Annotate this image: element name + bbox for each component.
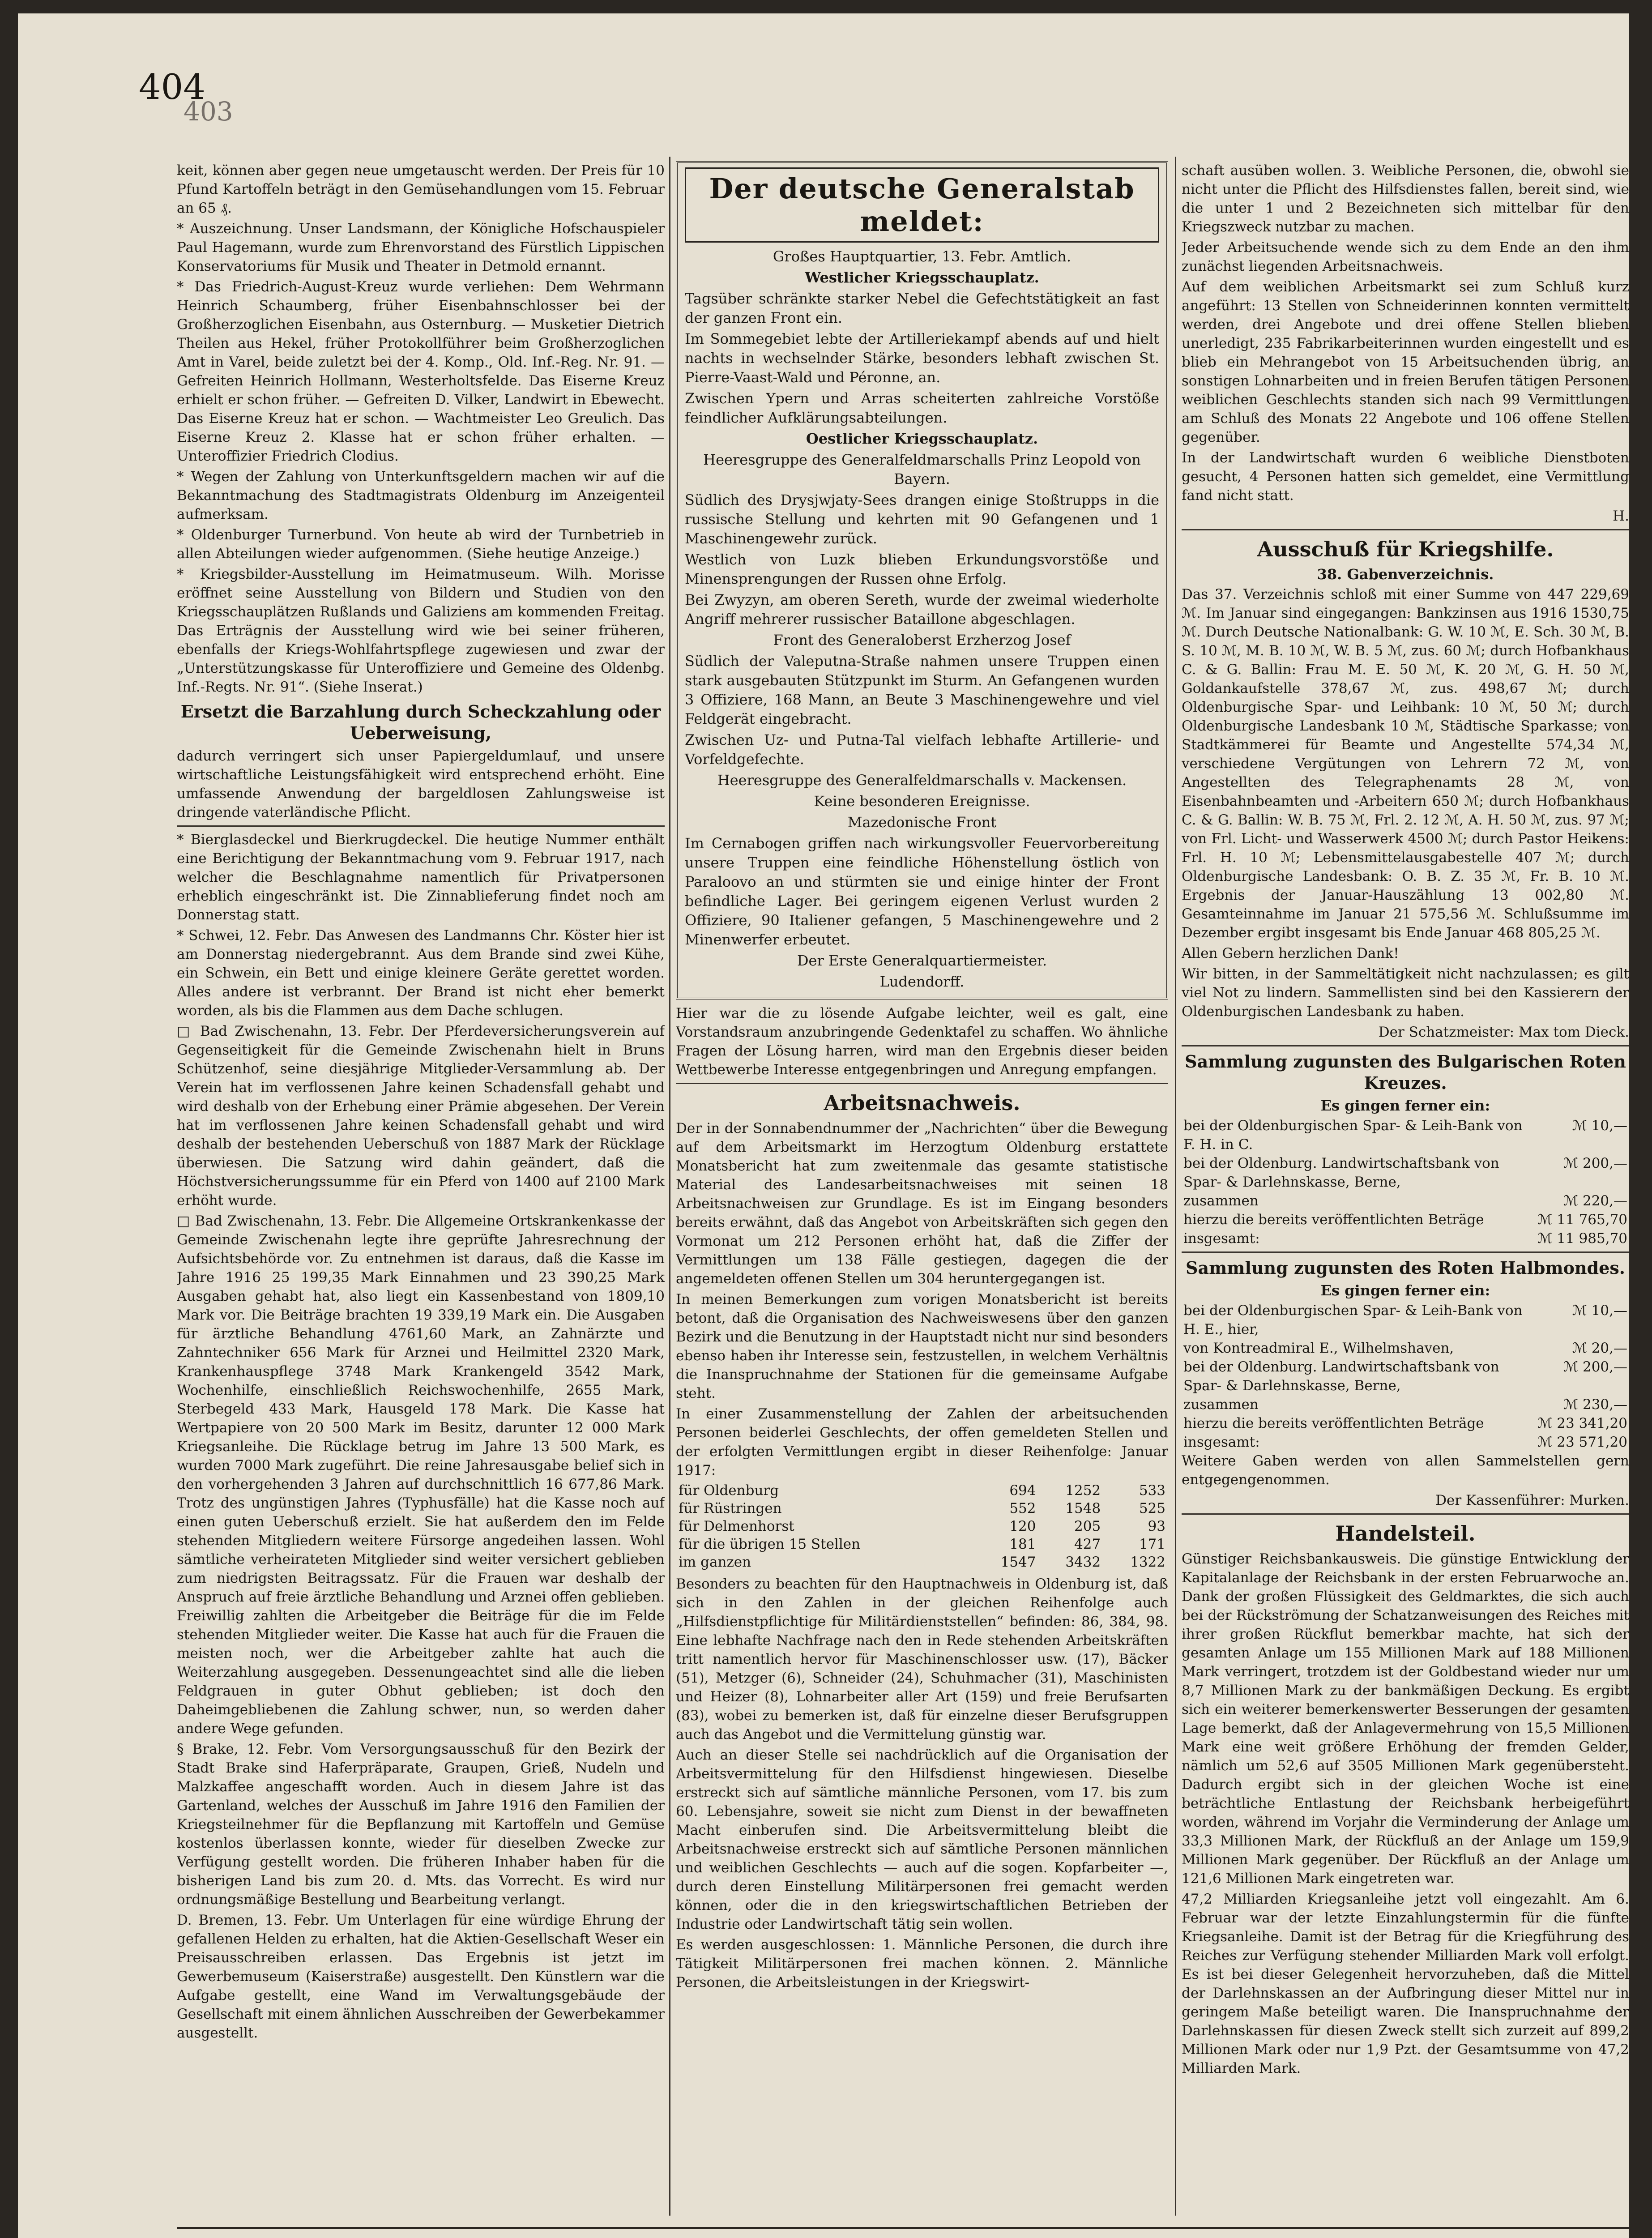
news-paragraph: * Das Friedrich-August-Kreuz wurde verliehen: Dem Wehrmann Heinrich Schaumberg, früher Eisenbahnschlosser bei der Großherzoglichen Eisenbahn, aus Osternburg. — Musketier Dietrich Theilen aus Hekel, früher Protokollführer beim Großherzoglichen Amt in Varel, beide zuletzt bei der 4. Komp., Old. Inf.-Reg. Nr. 91. — Gefreiten Heinrich Hollmann, Westerholtsfelde. Das Eiserne Kreuz erhielt er schon früher. — Gefreiten D. Vilker, Landwirt in Ebewecht. Das Eiserne Kreuz hat er schon. — Wachtmeister Leo Greulich. Das Eiserne Kreuz 2. Klasse hat er schon früher erhalten. — Unteroffizier Friedrich Clodius. xyxy=(177,279,665,464)
stat-label: für Rüstringen xyxy=(679,1500,782,1516)
war-aid-paragraph: Das 37. Verzeichnis schloß mit einer Summe von 447 229,69 ℳ. Im Januar sind eingegangen: Bankzinsen aus 1916 1530,75 ℳ. Durch Deutsche Nationalbank: G. W. 10 ℳ, E. Sch. 30 ℳ, B. S. 10 ℳ, M. B. 10 ℳ, W. B. 5 ℳ, zus. 60 ℳ; durch Hofbankhaus C. & G. Ballin: Frau M. E. 50 ℳ, K. 20 ℳ, G. H. 50 ℳ, Goldankaufstelle 378,67 ℳ, zus. 498,67 ℳ; durch Oldenburgische Spar- und Leihbank: 10 ℳ, 50 ℳ; durch Oldenburgische Landesbank 10 ℳ, Städtische Sparkasse; von Stadtkämmerei für Beamte und Angestellte 574,34 ℳ, verschiedene Vergütungen von Lehrern 72 ℳ, von Angestellten des Telegraphenamts 28 ℳ, von Eisenbahnbeamten und -Arbeitern 650 ℳ; durch Hofbankhaus C. & G. Ballin: W. B. 75 ℳ, Frl. 2. 12 ℳ, A. H. 50 ℳ, zus. 97 ℳ; von Frl. Licht- und Wasserwerk 4500 ℳ; durch Pastor Heikens: Frl. H. 10 ℳ; Lebensmittelausgabestelle 407 ℳ; durch Oldenburgische Landesbank: O. B. Z. 35 ℳ, Fr. B. 10 ℳ. Ergebnis der Januar-Hauszählung 13 002,80 ℳ. Gesamteinnahme im Januar 21 575,56 ℳ. Schlußsumme im Dezember ergibt insgesamt bis Ende Januar 468 805,25 ℳ. xyxy=(1182,586,1629,941)
red-crescent-title: Sammlung zugunsten des Roten Halbmondes. xyxy=(1186,1258,1625,1278)
labor-exchange-title: Arbeitsnachweis. xyxy=(824,1091,1020,1115)
labor-signature: H. xyxy=(1613,508,1629,524)
bulgarian-intro: Es gingen ferner ein: xyxy=(1320,1097,1490,1114)
news-paragraph: □ Bad Zwischenahn, 13. Febr. Die Allgemeine Ortskrankenkasse der Gemeinde Zwischenahn legte ihre geprüfte Jahresrechnung der Aufsichtsbehörde vor. Zu entnehmen ist daraus, daß die Kasse im Jahre 1916 25 199,35 Mark Einnahmen und 23 390,25 Mark Ausgaben gehabt hat, also liegt ein Kassenbestand von 1809,10 Mark vor. Die Beiträge brachten 19 339,19 Mark ein. Die Ausgaben für ärztliche Behandlung 4761,60 Mark, an Zahnärzte und Zahntechniker 656 Mark für Arznei und Heilmittel 2320 Mark, Krankenhauspflege 3748 Mark Krankengeld 3542 Mark, Wochenhilfe, einschließlich Reichswochenhilfe, 2655 Mark, Sterbegeld 433 Mark, Hausgeld 178 Mark. Die Kasse hat Wertpapiere von 20 500 Mark im Besitz, darunter 12 000 Mark Kriegsanleihe. Die Rücklage betrug im Jahre 13 500 Mark, es wurden 7000 Mark zugeführt. Die reine Jahresausgabe belief sich in den vorhergehenden 3 Jahren auf durchschnittlich 16 677,86 Mark. Trotz des ungünstigen Jahres (Typhusfälle) hat die Kasse noch auf einen guten Ueberschuß erzielt. Sie hat außerdem den im Felde stehenden Mitgliedern weitere Fürsorge angedeihen lassen. Wohl sämtliche verheirateten Mitglieder sind weiter versichert geblieben zum niedrigsten Beitragssatz. Für die Frauen war deshalb der Anspruch auf freie ärztliche Behandlung und Arznei offen geblieben. Freiwillig zahlten die Arbeitgeber die Beiträge für die im Felde stehenden Mitglieder weiter. Die Kasse hat auch für die Frauen die meisten noch, wer die Arbeitgeber zahlte hat auch die Weiterzahlung ausgegeben. Dessenungeachtet sind alle die lieben Feldgrauen in guter Obhut geblieben; ist doch den Daheimgebliebenen die Zahlung schwer, nun, so werden daher andere Wege gefunden. xyxy=(177,1213,665,1737)
column-rule xyxy=(669,157,670,2216)
donation-row xyxy=(1182,1358,1629,1395)
stat-value: 181 xyxy=(1009,1536,1036,1552)
report-line: Ludendorff. xyxy=(879,973,965,990)
stat-value: 1548 xyxy=(1065,1500,1101,1516)
donation-row xyxy=(1182,1116,1629,1154)
labor-paragraph: schaft ausüben wollen. 3. Weibliche Personen, die, obwohl sie nicht unter die Pflicht des Hilfsdienstes fallen, bereit sind, wie die unter 1 und 2 Bezeichneten sich mittelbar für den Kriegszweck nutzbar zu machen. xyxy=(1182,162,1629,235)
donor: hierzu die bereits veröffentlichten Beträge xyxy=(1183,1415,1484,1431)
stat-label: im ganzen xyxy=(679,1554,751,1570)
donation-row xyxy=(1182,1414,1629,1433)
news-paragraph: * Wegen der Zahlung von Unterkunftsgeldern machen wir auf die Bekanntmachung des Stadtmagistrats Oldenburg im Anzeigenteil aufmerksam. xyxy=(177,469,665,522)
divider xyxy=(1182,1251,1629,1253)
stat-value: 3432 xyxy=(1065,1554,1101,1570)
labor-paragraph: Es werden ausgeschlossen: 1. Männliche Personen, die durch ihre Tätigkeit Militärpersonen frei machen können. 2. Männliche Personen, die Arbeitsleistungen in der Kriegswirt- xyxy=(676,1937,1168,1990)
commerce-paragraph: Günstiger Reichsbankausweis. Die günstige Entwicklung der Kapitalanlage der Reichsbank in der ersten Februarwoche an. Dank der großen Flüssigkeit des Geldmarktes, die sich auch bei der Rückströmung der Schatzanweisungen des Reiches mit ihrer großen Rückflut bemerkbar machte, hat sich der gesamten Anlage um 155 Millionen Mark auf 188 Millionen Mark verringert, trotzdem ist der Goldbestand wieder nur um 8,7 Millionen Mark zu der bankmäßigen Deckung. Es ergibt sich ein weiterer bemerkenswerter Besserungen der gesamten Lage bemerkt, daß der Anlagevermehrung von 15,5 Millionen Mark eine weit größere Erhöhung der fremden Gelder, nämlich um 52,6 auf 3505 Millionen Mark gegenübersteht. Dadurch ergibt sich in der gleichen Woche ist eine beträchtliche Entlastung der Reichsbank herbeigeführt worden, während im Vorjahr die Verminderung der Anlage um 33,3 Millionen Mark, der Rückfluß an der Anlage um 159,9 Millionen Mark gegenüber. Der Rückfluß an der Anlage um 121,6 Millionen Mark eingetreten war. xyxy=(1182,1551,1629,1887)
report-line: Westlich von Luzk blieben Erkundungsvorstöße und Minensprengungen der Russen ohne Erfolg. xyxy=(685,551,1159,587)
divider xyxy=(676,1083,1168,1084)
donor: bei der Oldenburgischen Spar- & Leih-Bank von H. E., hier, xyxy=(1183,1303,1523,1337)
labor-paragraph: In meinen Bemerkungen zum vorigen Monatsbericht ist bereits betont, daß die Organisation des Nachweiswesens über den ganzen Bezirk und die Benutzung in der Hauptstadt nicht nur sind besonders ebenso haben ihr Interesse sein, festzustellen, in welchem Verhältnis die Inanspruchnahme der Stationen für die gemeinsame Aufgabe steht. xyxy=(676,1291,1168,1401)
news-paragraph: keit, können aber gegen neue umgetauscht werden. Der Preis für 10 Pfund Kartoffeln beträgt in den Gemüsehandlungen vom 15. Februar an 65 ₰. xyxy=(177,162,665,216)
divider xyxy=(1182,1513,1629,1515)
divider xyxy=(177,825,665,827)
war-aid-paragraph: Allen Gebern herzlichen Dank! xyxy=(1182,945,1399,961)
newspaper-page xyxy=(18,13,1629,2238)
report-line: Südlich der Valeputna-Straße nahmen unsere Truppen einen stark ausgebauten Stützpunkt im Sturm. An Gefangenen wurden 3 Offiziere, 168 Mann, an Beute 3 Maschinengewehre und viel Feldgerät eingebracht. xyxy=(685,653,1159,727)
stat-label: für die übrigen 15 Stellen xyxy=(679,1536,861,1552)
stat-value: 427 xyxy=(1074,1536,1101,1552)
divider xyxy=(1182,1045,1629,1046)
labor-paragraph: Auf dem weiblichen Arbeitsmarkt sei zum Schluß kurz angeführt: 13 Stellen von Schneiderinnen konnten vermittelt werden, drei Angebote und drei offene Stellen blieben unerledigt, 235 Fabrikarbeiterinnen wurden eingestellt und es blieb ein Mehrangebot von 15 Arbeitsuchenden übrig, an sonstigen Lohnarbeiten und in freien Berufen tätigen Personen weiblichen Geschlechts standen sich nach 99 Vermittlungen am Schluß des Monats 22 Angebote und 106 offene Stellen gegenüber. xyxy=(1182,279,1629,445)
labor-paragraph: In einer Zusammenstellung der Zahlen der arbeitsuchenden Personen beiderlei Geschlechts, der offen gemeldeten Stellen und der erfolgten Vermittlungen ergibt in dieser Reihenfolge: Januar 1917: xyxy=(676,1406,1168,1478)
labor-paragraph: Jeder Arbeitsuchende wende sich zu dem Ende an den ihm zunächst liegenden Arbeitsnachweis. xyxy=(1182,239,1629,274)
stat-value: 120 xyxy=(1009,1518,1036,1534)
labor-continuation xyxy=(1182,161,1629,505)
news-paragraph: D. Bremen, 13. Febr. Um Unterlagen für eine würdige Ehrung der gefallenen Helden zu erhalten, hat die Aktien-Gesellschaft Weser ein Preisausschreiben erlassen. Das Ergebnis ist jetzt im Gewerbemuseum (Kaiserstraße) ausgestellt. Den Künstlern war die Aufgabe gestellt, eine Wand im Verwaltungsgebäude der Gesellschaft mit einem ähnlichen Ausschreiben der Gewerbekammer ausgestellt. xyxy=(177,1912,665,2041)
donation-row xyxy=(1182,1229,1629,1248)
payment-headline-body: dadurch verringert sich unser Papiergeldumlauf, und unsere wirtschaftliche Leistungsfähigkeit wird entsprechend erhöht. Eine umfassende Anwendung der bargeldlosen Zahlungsweise ist dringende vaterländische Pflicht. xyxy=(177,748,665,820)
war-aid-text xyxy=(1182,585,1629,1021)
report-line: Front des Generaloberst Erzherzog Josef xyxy=(773,632,1071,649)
local-news-list-2 xyxy=(177,830,665,2042)
donation-row xyxy=(1182,1395,1629,1414)
amount: ℳ 10,— xyxy=(1572,1303,1627,1319)
stat-value: 525 xyxy=(1139,1500,1165,1516)
stat-value: 1322 xyxy=(1130,1554,1165,1570)
amount: ℳ 20,— xyxy=(1572,1340,1627,1356)
stat-value: 1252 xyxy=(1065,1482,1101,1499)
commerce-title: Handelsteil. xyxy=(1335,1521,1476,1546)
red-crescent-intro: Es gingen ferner ein: xyxy=(1320,1282,1490,1299)
donation-row xyxy=(1182,1210,1629,1229)
payment-headline: Ersetzt die Barzahlung durch Scheckzahlung oder Ueberweisung, xyxy=(180,701,661,743)
divider xyxy=(1182,529,1629,530)
news-paragraph: § Brake, 12. Febr. Vom Versorgungsausschuß für den Bezirk der Stadt Brake sind Haferpräparate, Graupen, Grieß, Nudeln und Malzkaffee angeschafft worden. Auch in diesem Jahre ist das Gartenland, welches der Ausschuß im Jahre 1916 den Familien der Kriegsteilnehmer für die Bepflanzung mit Kartoffeln und Gemüse kostenlos überlassen konnte, wieder für dieselben Zwecke zur Verfügung gestellt worden. Die früheren Inhaber haben für die bisherigen Land bis zum 20. d. Mts. das Vorrecht. Es wird nur ordnungsmäßige Bestellung und Bearbeitung verlangt. xyxy=(177,1741,665,1908)
stat-value: 533 xyxy=(1139,1482,1165,1499)
news-paragraph: * Kriegsbilder-Ausstellung im Heimatmuseum. Wilh. Morisse eröffnet seine Ausstellung von Bildern und Studien von den Kriegsschauplätzen Rußlands und Galiziens am kommenden Freitag. Das Erträgnis der Ausstellung wird wie bei seiner früheren, ebenfalls der Kriegs-Wohlfahrtspflege zugewiesen und zwar der „Unterstützungskasse für Unteroffiziere und Gemeine des Oldenbg. Inf.-Regts. Nr. 91“. (Siehe Inserat.) xyxy=(177,566,665,695)
column-collections xyxy=(1182,161,1629,2216)
report-line: Keine besonderen Ereignisse. xyxy=(814,793,1030,810)
commerce-paragraph: 47,2 Milliarden Kriegsanleihe jetzt voll eingezahlt. Am 6. Februar war der letzte Einzahlungstermin für die fünfte Kriegsanleihe. Damit ist der Betrag für die Kriegführung des Reiches zur Verfügung stehender Milliarden Mark voll erfolgt. Es ist bei dieser Gelegenheit hervorzuheben, daß die Mittel der Darlehnskassen an der Aufbringung dieser Mittel nur in geringem Maße beteiligt waren. Die Inanspruchnahme der Darlehnskassen für diesen Zweck stellt sich zurzeit auf 899,2 Millionen Mark oder nur 1,9 Pzt. der Gesamtsumme von 47,2 Milliarden Mark. xyxy=(1182,1891,1629,2076)
table-row xyxy=(676,1482,1168,1499)
report-line: Mazedonische Front xyxy=(847,814,997,831)
amount: ℳ 23 571,20 xyxy=(1537,1434,1627,1450)
report-line: Großes Hauptquartier, 13. Febr. Amtlich. xyxy=(773,248,1071,265)
labor-paragraph: Auch an dieser Stelle sei nachdrücklich auf die Organisation der Arbeitsvermittelung für den Hilfsdienst hingewiesen. Dieselbe erstreckt sich auf sämtliche männliche Personen, vom 17. bis zum 60. Lebensjahre, soweit sie nicht zum Dienst in der bewaffneten Macht einberufen sind. Die Arbeitsvermittelung bleibt die Arbeitsnachweise erstreckt sich auf sämtliche Personen männlichen und weiblichen Geschlechts — auch auf die sogen. Kopfarbeiter —, durch deren Einstellung Militärpersonen frei gemacht werden können, oder die in den kriegswirtschaftlichen Betrieben der Industrie oder Landwirtschaft tätig sein wollen. xyxy=(676,1747,1168,1932)
report-line: Westlicher Kriegsschauplatz. xyxy=(805,269,1039,286)
donor: hierzu die bereits veröffentlichten Beträge xyxy=(1183,1212,1484,1228)
stat-value: 694 xyxy=(1009,1482,1036,1499)
report-line: Tagsüber schränkte starker Nebel die Gefechtstätigkeit an fast der ganzen Front ein. xyxy=(685,290,1159,326)
donation-row xyxy=(1182,1339,1629,1358)
general-staff-box xyxy=(676,161,1168,999)
table-row xyxy=(676,1553,1168,1571)
news-paragraph: * Bierglasdeckel und Bierkrugdeckel. Die heutige Nummer enthält eine Berichtigung der Bekanntmachung vom 9. Februar 1917, nach welcher die Beschlagnahme namentlich für Privatpersonen erheblich eingeschränkt ist. Die Zinnablieferung findet noch am Donnerstag statt. xyxy=(177,832,665,923)
amount: ℳ 11 985,70 xyxy=(1537,1230,1627,1247)
news-paragraph: □ Bad Zwischenahn, 13. Febr. Der Pferdeversicherungsverein auf Gegenseitigkeit für die Gemeinde Zwischenahn hielt in Bruns Schützenhof, seine diesjährige Mitglieder-Versammlung ab. Der Verein hat im verflossenen Jahre keinen Schadensfall gehabt und wird deshalb von der Erhebung einer Prämie abgesehen. Der Verein hat im verflossenen Jahre keinen Schadensfall gehabt und wird deshalb der bestehenden Ueberschuß von 1887 Mark der Rücklage überwiesen. Die Satzung wird dahin geändert, daß die Höchstversicherungssumme für ein Pferd von 1400 auf 2100 Mark erhöht wurde. xyxy=(177,1023,665,1209)
war-aid-paragraph: Wir bitten, in der Sammeltätigkeit nicht nachzulassen; es gilt viel Not zu lindern. Sammellisten sind bei den Kassierern der Oldenburgischen Landesbank zu haben. xyxy=(1182,966,1629,1020)
local-news-list xyxy=(177,161,665,696)
leciferrin-advertisement xyxy=(177,2227,1629,2238)
stat-value: 171 xyxy=(1139,1536,1165,1552)
donation-row xyxy=(1182,1192,1629,1210)
amount: ℳ 10,— xyxy=(1572,1118,1627,1134)
news-paragraph: * Oldenburger Turnerbund. Von heute ab wird der Turnbetrieb in allen Abteilungen wieder aufgenommen. (Siehe heutige Anzeige.) xyxy=(177,527,665,562)
labor-paragraph: Der in der Sonnabendnummer der „Nachrichten“ über die Bewegung auf dem Arbeitsmarkt im Herzogtum Oldenburg erstattete Monatsbericht hat zum zweitenmale das gesamte statistische Material des Landesarbeitsnachweises mit seinen 18 Arbeitsnachweisen zur Grundlage. Es ist im Eingang besonders bereits erwähnt, daß das Angebot von Arbeitskräften sich gegen den Vormonat um 212 Personen erhöht hat, daß die Ziffer der Vermittlungen um 138 Fälle gestiegen, dagegen die der angemeldeten offenen Stellen um 304 heruntergegangen ist. xyxy=(676,1120,1168,1287)
donor: von Kontreadmiral E., Wilhelmshaven, xyxy=(1183,1340,1454,1356)
amount: ℳ 23 341,20 xyxy=(1537,1415,1627,1431)
donation-row xyxy=(1182,1154,1629,1192)
stat-label: für Delmenhorst xyxy=(679,1518,794,1534)
war-aid-signature: Der Schatzmeister: Max tom Dieck. xyxy=(1378,1024,1629,1040)
table-row xyxy=(676,1517,1168,1535)
stat-label: für Oldenburg xyxy=(679,1482,779,1499)
report-line: Heeresgruppe des Generalfeldmarschalls v. Mackensen. xyxy=(717,772,1127,789)
amount: ℳ 11 765,70 xyxy=(1537,1212,1627,1228)
stat-value: 93 xyxy=(1148,1518,1165,1534)
commerce-text xyxy=(1182,1550,1629,2078)
donor: bei der Oldenburgischen Spar- & Leih-Bank von F. H. in C. xyxy=(1183,1118,1523,1153)
table-row xyxy=(676,1535,1168,1553)
report-line: Bei Zwyzyn, am oberen Sereth, wurde der zweimal wiederholte Angriff mehrerer russischer Bataillone abgeschlagen. xyxy=(685,591,1159,628)
amount: ℳ 200,— xyxy=(1563,1155,1627,1171)
news-paragraph: * Auszeichnung. Unser Landsmann, der Königliche Hofschauspieler Paul Hagemann, wurde zum Ehrenvorstand des Fürstlich Lippischen Konservatoriums für Musik und Theater in Detmold ernannt. xyxy=(177,221,665,274)
after-box-paragraph: Hier war die zu lösende Aufgabe leichter, weil es galt, eine Vorstandsraum anzubringende Gedenktafel zu schaffen. Wo ähnliche Fragen der Lösung harren, wird man den Ergebnis dieser beiden Wettbewerbe Interesse entgegenbringen und Anregung empfangen. xyxy=(676,1005,1168,1078)
report-line: Heeresgruppe des Generalfeldmarschalls Prinz Leopold von Bayern. xyxy=(703,451,1141,487)
donor: zusammen xyxy=(1183,1193,1259,1209)
bulgarian-donation-table xyxy=(1182,1116,1629,1248)
report-line: Oestlicher Kriegsschauplatz. xyxy=(806,430,1038,447)
donor: bei der Oldenburg. Landwirtschaftsbank von Spar- & Darlehnskasse, Berne, xyxy=(1183,1155,1499,1190)
column-war-report xyxy=(676,161,1168,2216)
donor: zusammen xyxy=(1183,1397,1259,1413)
news-paragraph: * Schwei, 12. Febr. Das Anwesen des Landmanns Chr. Köster hier ist am Donnerstag niedergebrannt. Aus dem Brande sind zwei Kühe, ein Schwein, ein Bett und einige kleinere Geräte gerettet worden. Alles andere ist verbrannt. Der Brand ist nicht eher bemerkt worden, als bis die Flammen aus dem Dache schlugen. xyxy=(177,927,665,1019)
donor: insgesamt: xyxy=(1183,1434,1260,1450)
page-number: 404 xyxy=(139,67,205,107)
donation-row xyxy=(1182,1301,1629,1339)
bulgarian-red-cross-title: Sammlung zugunsten des Bulgarischen Roten Kreuzes. xyxy=(1185,1051,1626,1093)
report-line: Zwischen Ypern und Arras scheiterten zahlreiche Vorstöße feindlicher Aufklärungsabteilungen. xyxy=(685,390,1159,426)
labor-exchange-text-2 xyxy=(676,1575,1168,1992)
stat-value: 205 xyxy=(1074,1518,1101,1534)
report-line: Im Sommegebiet lebte der Artilleriekampf abends auf und hielt nachts in wechselnder Stärke, besonders lebhaft zwischen St. Pierre-Vaast-Wald und Péronne, an. xyxy=(685,330,1159,386)
stat-value: 552 xyxy=(1009,1500,1036,1516)
donor: insgesamt: xyxy=(1183,1230,1260,1247)
old-page-number: 403 xyxy=(184,96,233,127)
report-line: Südlich des Drysjwjaty-Sees drangen einige Stoßtrupps in die russische Stellung und kehrten mit 90 Gefangenen und 1 Maschinengewehr zurück. xyxy=(685,491,1159,547)
donor: bei der Oldenburg. Landwirtschaftsbank von Spar- & Darlehnskasse, Berne, xyxy=(1183,1359,1499,1394)
red-crescent-signature: Der Kassenführer: Murken. xyxy=(1435,1492,1629,1508)
report-line: Der Erste Generalquartiermeister. xyxy=(797,952,1047,969)
war-aid-subtitle: 38. Gabenverzeichnis. xyxy=(1317,566,1494,583)
amount: ℳ 230,— xyxy=(1563,1397,1627,1413)
labor-exchange-text xyxy=(676,1119,1168,1480)
general-staff-report xyxy=(685,247,1159,991)
column-rule xyxy=(1175,157,1176,2216)
labor-paragraph: In der Landwirtschaft wurden 6 weibliche Dienstboten gesucht, 4 Personen hatten sich gemeldet, eine Vermittlung fand nicht statt. xyxy=(1182,450,1629,504)
amount: ℳ 220,— xyxy=(1563,1193,1627,1209)
red-crescent-note: Weitere Gaben werden von allen Sammelstellen gern entgegengenommen. xyxy=(1182,1453,1629,1488)
labor-statistics-table xyxy=(676,1482,1168,1571)
labor-paragraph: Besonders zu beachten für den Hauptnachweis in Oldenburg ist, daß sich in den Zahlen in der gleichen Reihenfolge auch „Hilfsdienstpflichtige für Militärdienststellen“ befinden: 86, 384, 98. Eine lebhafte Nachfrage nach den in Rede stehenden Arbeitskräften tritt namentlich hervor für Maschinenschlosser usw. (17), Bäcker (51), Metzger (6), Schneider (24), Schuhmacher (31), Maschinisten und Heizer (8), Lohnarbeiter aller Art (159) und freie Berufsarten (83), wobei zu bemerken ist, daß für einzelne dieser Berufsgruppen auch das Angebot und die Vermittelung günstig war. xyxy=(676,1576,1168,1743)
red-crescent-donation-table xyxy=(1182,1301,1629,1452)
general-staff-title: Der deutsche Generalstab meldet: xyxy=(685,167,1159,243)
war-aid-title: Ausschuß für Kriegshilfe. xyxy=(1257,537,1554,561)
report-line: Im Cernabogen griffen nach wirkungsvoller Feuervorbereitung unsere Truppen eine feindliche Höhenstellung östlich von Paraloovo an und stürmten sie und einige hinter der Front befindliche Lager. Bei geringem eigenen Verlust wurden 2 Offiziere, 90 Italiener gefangen, 5 Maschinengewehre und 2 Minenwerfer erbeutet. xyxy=(685,835,1159,948)
report-line: Zwischen Uz- und Putna-Tal vielfach lebhafte Artillerie- und Vorfeldgefechte. xyxy=(685,731,1159,768)
table-row xyxy=(676,1499,1168,1517)
amount: ℳ 200,— xyxy=(1563,1359,1627,1375)
donation-row xyxy=(1182,1433,1629,1452)
stat-value: 1547 xyxy=(1000,1554,1036,1570)
column-local-news xyxy=(177,161,665,2216)
